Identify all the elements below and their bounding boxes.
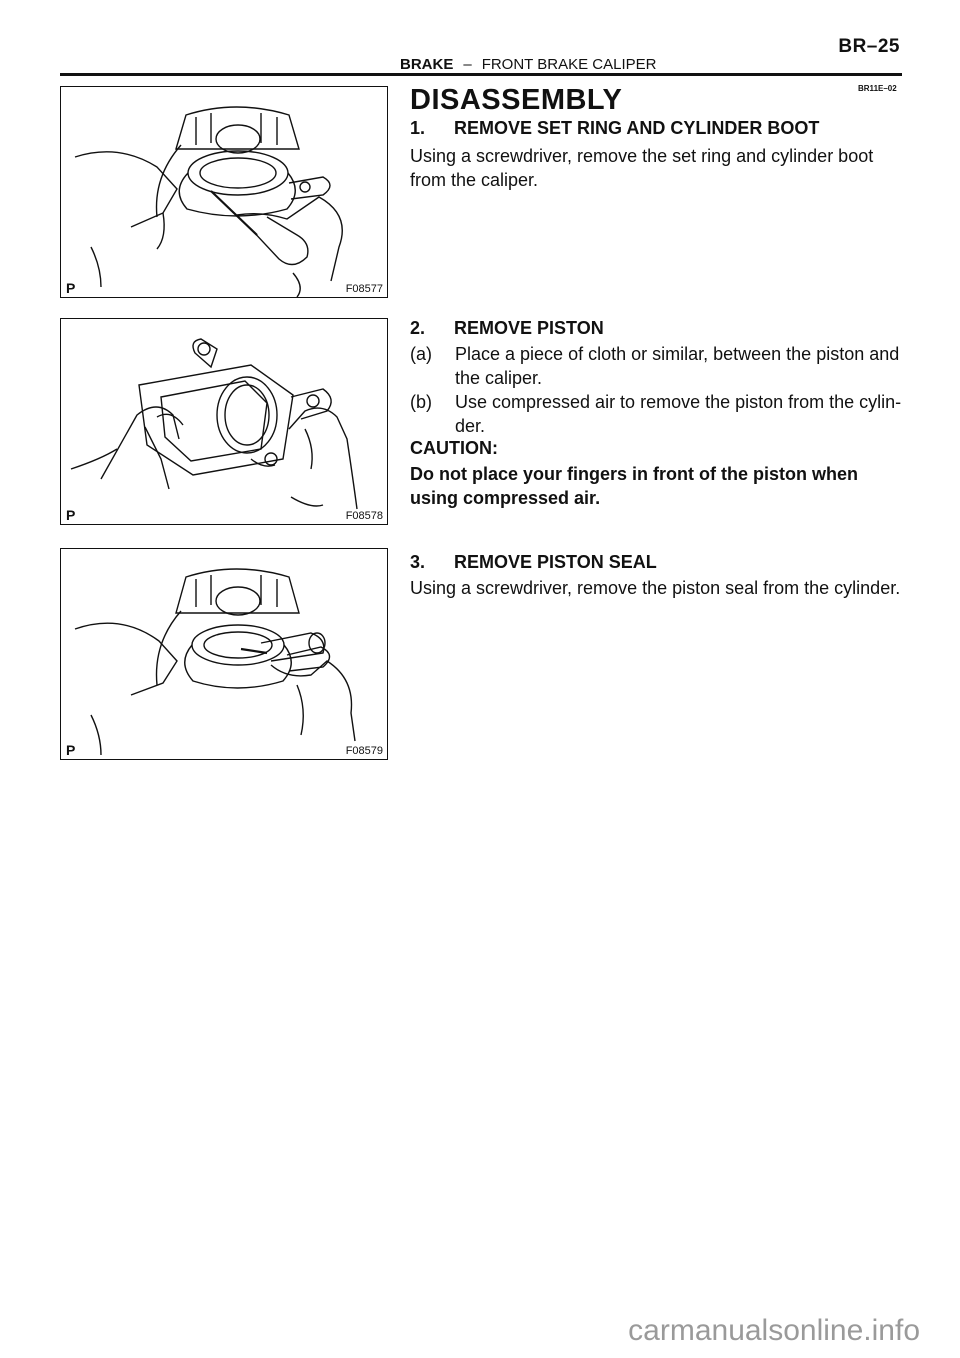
running-header (400, 56, 656, 73)
section-name: BRAKE (400, 56, 454, 73)
piston-seal-illustration (61, 549, 387, 759)
page-title: DISASSEMBLY (410, 84, 623, 116)
caution-text: Do not place your fingers in front of the piston when using compressed air. (410, 464, 858, 508)
substep-label: (b) (410, 392, 432, 412)
step-2-heading (410, 318, 604, 339)
document-code: BR11E–02 (858, 84, 897, 93)
caliper-boot-illustration (61, 87, 387, 297)
figure-corner-label: P (66, 507, 76, 523)
substep-b (410, 390, 906, 438)
step-1-text: Using a screwdriver, remove the set ring and cylinder boot from the caliper. (410, 146, 874, 190)
step-number: 3. (410, 552, 426, 572)
figure-id: F08578 (345, 510, 383, 522)
step-3-heading (410, 552, 657, 573)
substep-label: (a) (410, 344, 432, 364)
step-3-text: Using a screwdriver, remove the piston seal from the cylinder. (410, 578, 901, 598)
step-title: REMOVE PISTON (454, 318, 604, 338)
substep-text: Use compressed air to remove the piston from the cylin-der. (455, 392, 902, 436)
piston-removal-illustration (61, 319, 387, 524)
step-1-heading (410, 118, 819, 139)
figure-corner-label: P (66, 742, 76, 758)
step-title: REMOVE PISTON SEAL (454, 552, 657, 572)
figure-remove-boot (60, 86, 388, 298)
figure-remove-piston (60, 318, 388, 525)
step-title: REMOVE SET RING AND CYLINDER BOOT (454, 118, 820, 138)
watermark: carmanualsonline.info (628, 1314, 920, 1347)
caution-label: CAUTION: (410, 438, 498, 458)
page-number: BR–25 (838, 36, 900, 57)
subsection-name: FRONT BRAKE CALIPER (481, 56, 657, 73)
substep-text: Place a piece of cloth or similar, between the piston and the caliper. (455, 344, 900, 388)
header-separator: – (463, 56, 472, 73)
figure-remove-seal (60, 548, 388, 760)
figure-id: F08577 (345, 283, 383, 295)
step-number: 2. (410, 318, 426, 338)
figure-corner-label: P (66, 280, 76, 296)
substep-a (410, 342, 906, 390)
header-rule (60, 73, 902, 76)
step-number: 1. (410, 118, 426, 138)
figure-id: F08579 (345, 745, 383, 757)
